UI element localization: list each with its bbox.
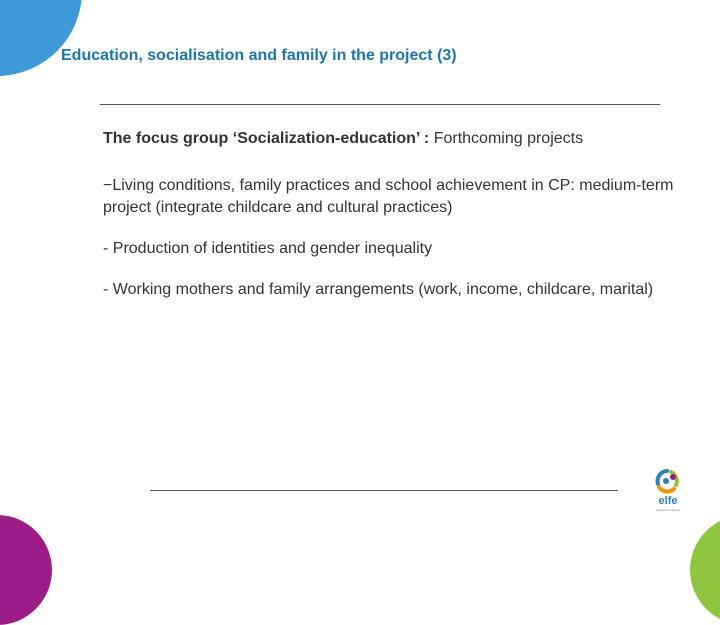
bullet-identities-gender: - Production of identities and gender inequality xyxy=(103,240,433,257)
heading-bold-text: The focus group ‘Socialization-education’ : xyxy=(103,130,430,147)
bullet-living-conditions: −Living conditions, family practices and school achievement in CP: medium-term project (integrate childcare and cultural practices) xyxy=(103,177,674,216)
decorative-corner-green xyxy=(690,515,720,625)
focus-group-heading xyxy=(103,128,693,150)
elfe-logo-tagline: enfance en france xyxy=(655,508,681,512)
heading-rest-text: Forthcoming projects xyxy=(429,130,584,147)
bullet-working-mothers: - Working mothers and family arrangements (work, income, childcare, marital) xyxy=(103,281,654,298)
elfe-logo-mark-icon xyxy=(654,468,680,494)
slide-title: Education, socialisation and family in the project (3) xyxy=(61,47,457,64)
divider-bottom xyxy=(150,490,618,491)
elfe-logo-wordmark: elfe xyxy=(658,495,678,507)
slide-content xyxy=(103,128,693,320)
decorative-corner-purple xyxy=(0,515,52,625)
divider-top xyxy=(100,104,660,105)
elfe-logo xyxy=(650,468,686,514)
